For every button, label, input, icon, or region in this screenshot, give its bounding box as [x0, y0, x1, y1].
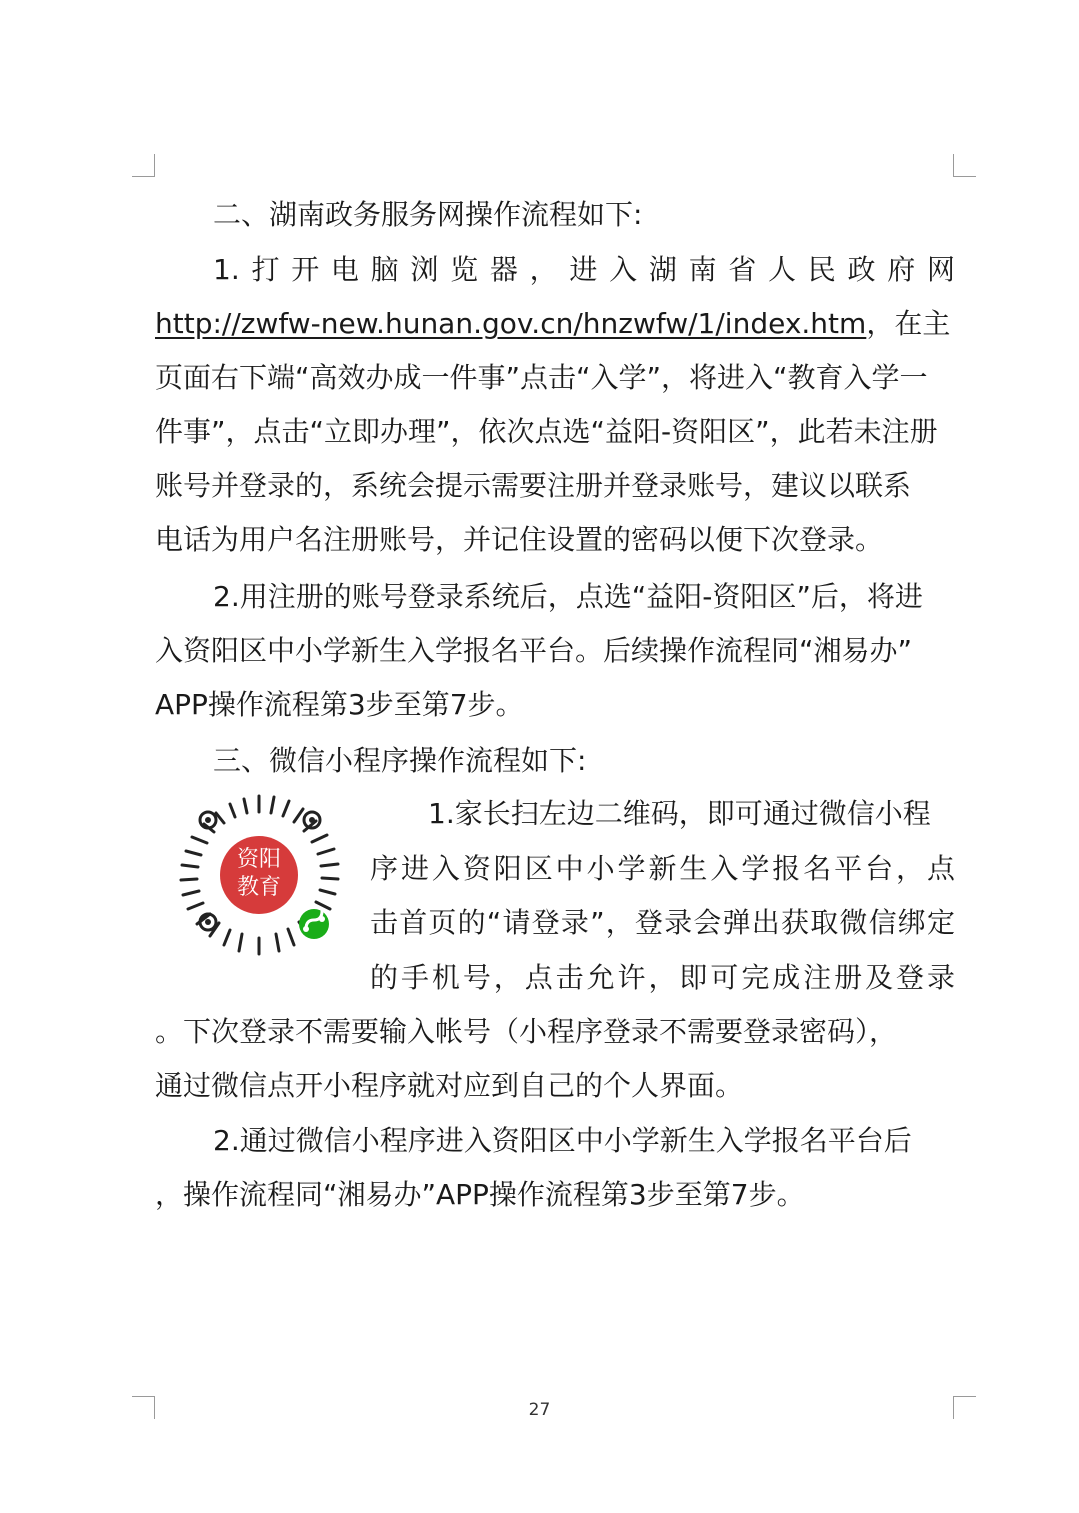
section3-step1-line4: 的手机号，点击允许，即可完成注册及登录	[370, 961, 955, 994]
crop-mark-top-right	[953, 154, 976, 177]
section3-step1-line1: 1.家长扫左边二维码，即可通过微信小程	[428, 797, 931, 830]
section2-step1-line2	[155, 307, 955, 341]
section3-step1-line3: 击首页的“请登录”，登录会弹出获取微信绑定	[370, 906, 955, 939]
section2-step1-line2-tail: ，在主	[866, 307, 951, 340]
section3-step1-line6: 通过微信点开小程序就对应到自己的个人界面。	[155, 1069, 744, 1102]
section2-heading: 二、湖南政务服务网操作流程如下:	[213, 198, 643, 231]
section2-step1-line6: 电话为用户名注册账号，并记住设置的密码以便下次登录。	[155, 523, 884, 556]
qr-logo-text-bottom: 教育	[236, 875, 282, 900]
crop-mark-top-left	[132, 154, 155, 177]
section3-step2-line2: ，操作流程同“湘易办”APP操作流程第3步至第7步。	[155, 1178, 805, 1211]
section2-step1-line3: 页面右下端“高效办成一件事”点击“入学”，将进入“教育入学一	[155, 361, 928, 394]
section2-step1-line1: 1.打开电脑浏览器，进入湖南省人民政府网	[213, 253, 955, 286]
qr-code-graphic	[172, 788, 346, 962]
section2-step2-line1: 2.用注册的账号登录系统后，点选“益阳-资阳区”后，将进	[213, 580, 923, 613]
qr-logo-text-top: 资阳	[236, 847, 282, 872]
wechat-mini-program-icon	[299, 909, 329, 939]
hunan-portal-link[interactable]: http://zwfw-new.hunan.gov.cn/hnzwfw/1/index.htm	[155, 307, 867, 340]
section2-step2-line3: APP操作流程第3步至第7步。	[155, 688, 524, 721]
mini-program-qr-code[interactable]	[172, 788, 346, 962]
section2-step1-line5: 账号并登录的，系统会提示需要注册并登录账号，建议以联系	[155, 469, 912, 502]
section3-heading: 三、微信小程序操作流程如下:	[213, 744, 587, 777]
page-number: 27	[528, 1400, 551, 1420]
section2-step2-line2: 入资阳区中小学新生入学报名平台。后续操作流程同“湘易办”	[155, 634, 913, 667]
section3-step2-line1: 2.通过微信小程序进入资阳区中小学新生入学报名平台后	[213, 1124, 912, 1157]
section3-step1-line5: 。下次登录不需要输入帐号（小程序登录不需要登录密码），	[155, 1015, 898, 1048]
section3-step1-line2: 序进入资阳区中小学新生入学报名平台，点	[370, 852, 955, 885]
section2-step1-line4: 件事”，点击“立即办理”，依次点选“益阳-资阳区”，此若未注册	[155, 415, 938, 448]
